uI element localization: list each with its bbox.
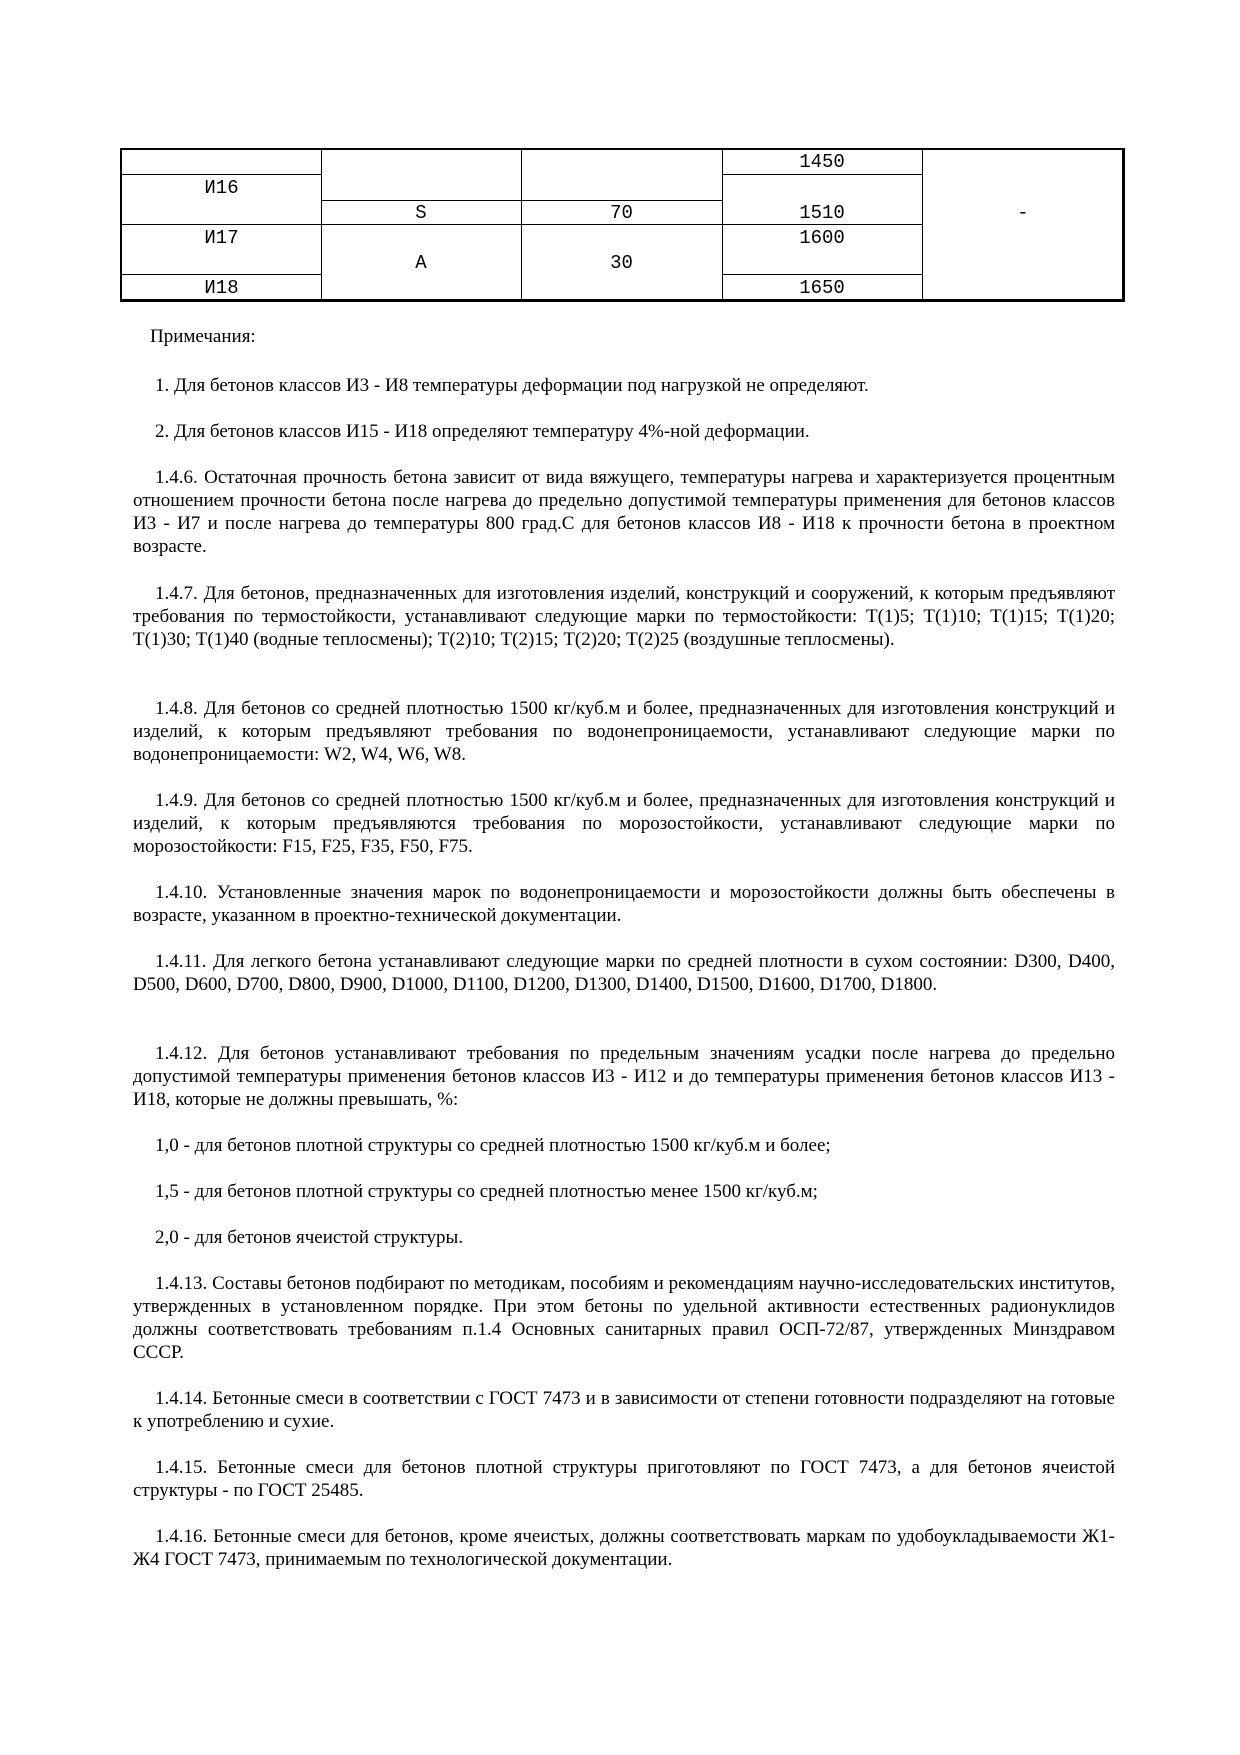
notes-title: Примечания:	[150, 326, 256, 347]
table-cell: 1450	[799, 151, 845, 173]
shrinkage-item: 1,5 - для бетонов плотной структуры со средней плотностью менее 1500 кг/куб.м;	[155, 1181, 818, 1202]
table-cell: S	[415, 202, 427, 224]
table-cell: А	[415, 252, 427, 274]
note-item: 2. Для бетонов классов И15 - И18 определяют температуру 4%-ной деформации.	[155, 421, 810, 442]
paragraph-1-4-16: 1.4.16. Бетонные смеси для бетонов, кроме ячеистых, должны соответствовать маркам по удобоукладываемости Ж1-Ж4 ГОСТ 7473, принимаемым по технологической документации.	[133, 1526, 1115, 1570]
table-cell: 1600	[799, 227, 845, 249]
paragraph-1-4-10: 1.4.10. Установленные значения марок по водонепроницаемости и морозостойкости должны быть обеспечены в возрасте, указанном в проектно-технической документации.	[133, 882, 1115, 926]
paragraph-1-4-6: 1.4.6. Остаточная прочность бетона зависит от вида вяжущего, температуры нагрева и характеризуется процентным отношением прочности бетона после нагрева до предельно допустимой температуры применения для бетонов классов И3 - И7 и после нагрева до температуры 800 град.С для бетонов классов И8 - И18 к прочности бетона в проектном возрасте.	[133, 467, 1115, 557]
paragraph-1-4-13: 1.4.13. Составы бетонов подбирают по методикам, пособиям и рекомендациям научно-исследовательских институтов, утвержденных в установленном порядке. При этом бетоны по удельной активности естественных радионуклидов должны соответствовать требованиям п.1.4 Основных санитарных правил ОСП-72/87, утвержденных Минздравом СССР.	[133, 1273, 1115, 1363]
paragraph-1-4-15: 1.4.15. Бетонные смеси для бетонов плотной структуры приготовляют по ГОСТ 7473, а для бетонов ячеистой структуры - по ГОСТ 25485.	[133, 1457, 1115, 1501]
paragraph-1-4-12: 1.4.12. Для бетонов устанавливают требования по предельным значениям усадки после нагрева до предельно допустимой температуры применения бетонов классов И3 - И12 и до температуры применения бетонов классов И13 - И18, которые не должны превышать, %:	[133, 1043, 1115, 1110]
table-cell: 1510	[799, 202, 845, 224]
table-cell: 70	[610, 202, 633, 224]
row-divider	[122, 224, 321, 225]
table-cell: И18	[204, 277, 239, 299]
table-cell: -	[1017, 202, 1029, 224]
table-cell: И16	[204, 177, 239, 199]
shrinkage-item: 2,0 - для бетонов ячеистой структуры.	[155, 1227, 464, 1248]
row-divider	[122, 274, 321, 275]
shrinkage-item: 1,0 - для бетонов плотной структуры со средней плотностью 1500 кг/куб.м и более;	[155, 1135, 831, 1156]
paragraph-1-4-8: 1.4.8. Для бетонов со средней плотностью 1500 кг/куб.м и более, предназначенных для изготовления конструкций и изделий, к которым предъявляют требования по водонепроницаемости, устанавливают следующие марки по водонепроницаемости: W2, W4, W6, W8.	[133, 698, 1115, 765]
table-cell: И17	[204, 227, 239, 249]
table-cell: 1650	[799, 277, 845, 299]
paragraph-1-4-11: 1.4.11. Для легкого бетона устанавливают следующие марки по средней плотности в сухом состоянии: D300, D400, D500, D600, D700, D800, D900, D1000, D1100, D1200, D1300, D1400, D1500, D1600, D1700, D1800.	[133, 951, 1115, 995]
paragraph-1-4-14: 1.4.14. Бетонные смеси в соответствии с ГОСТ 7473 и в зависимости от степени готовности подразделяют на готовые к употреблению и сухие.	[133, 1388, 1115, 1432]
table-cell: 30	[610, 252, 633, 274]
row-divider	[722, 274, 922, 275]
data-table	[120, 148, 1125, 302]
row-divider	[122, 174, 321, 175]
row-divider	[722, 174, 922, 175]
paragraph-1-4-9: 1.4.9. Для бетонов со средней плотностью 1500 кг/куб.м и более, предназначенных для изготовления конструкций и изделий, к которым предъявляются требования по морозостойкости, устанавливают следующие марки по морозостойкости: F15, F25, F35, F50, F75.	[133, 790, 1115, 857]
paragraph-1-4-7: 1.4.7. Для бетонов, предназначенных для изготовления изделий, конструкций и сооружений, к которым предъявляют требования по термостойкости, устанавливают следующие марки по термостойкости: Т(1)5; Т(1)10; Т(1)15; Т(1)20; Т(1)30; Т(1)40 (водные теплосмены); Т(2)10; Т(2)15; Т(2)20; Т(2)25 (воздушные теплосмены).	[133, 583, 1115, 650]
note-item: 1. Для бетонов классов И3 - И8 температуры деформации под нагрузкой не определяют.	[155, 375, 869, 396]
